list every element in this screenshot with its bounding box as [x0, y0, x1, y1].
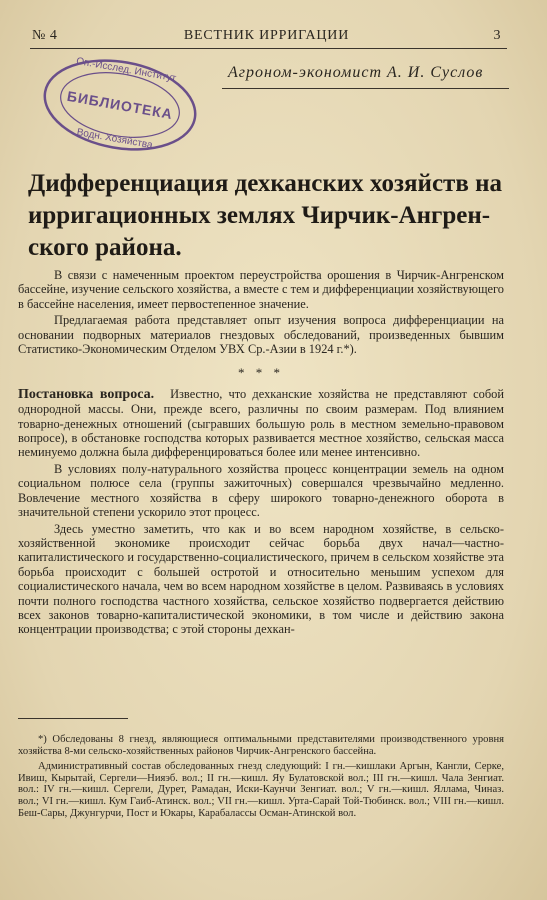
page-number: 3 — [493, 28, 501, 43]
title-line: ского района. — [28, 234, 182, 261]
section-heading: Постановка вопроса. — [18, 386, 155, 402]
paragraph-text: Известно, что дехканские хозяйства не представляют собой однородной массы. Они, прежде всего, различны по своим размерам. Под влиянием товарно-денежных отношений (сыгравших большую роль в местном земельно-правовом вопросе), в обстановке господства которых развивается местное хозяйство, сельская масса неминуемо должна была дифференцироваться более или менее интенсивно. — [18, 386, 504, 460]
svg-text:БИБЛИОТЕКА: БИБЛИОТЕКА — [65, 87, 175, 123]
svg-text:Водн. Хозяйства.: Водн. Хозяйства. — [75, 126, 157, 152]
paragraph: Здесь уместно заметить, что как и во всем народном хозяйстве, в сельско-хозяйственной экономике происходит сейчас борьба двух начал—частно-капиталистического и государственно-социалистического, причем в сельском хозяйстве эта борьба происходит с большей остротой и относительно меньшим успехом для социалистического начала, чем во всем народном хозяйстве в целом. Развиваясь в условиях почти полного господства частного хозяйства, сельское хозяйство подвергается действию всех законов товарно-капиталистической экономики, в том числе и действию закона концентрации производства; с этой стороны дехкан- — [18, 521, 504, 637]
header-rule — [30, 48, 507, 49]
title-line: Дифференциация дехканских хозяйств на — [28, 170, 502, 197]
issue-number: № 4 — [32, 28, 58, 43]
library-stamp — [33, 45, 207, 165]
paragraph: В условиях полу-натурального хозяйства процесс концентрации земель на одном социальном полюсе села (группы зажиточных) совершался чрезвычайно медленно. Вовлечение местного хозяйства в сферу широкого товарно-денежного оборота в значительной степени ускорило этот процесс. — [18, 461, 504, 520]
title-line: ирригационных землях Чирчик-Ангрен- — [28, 202, 491, 229]
author-rule — [222, 88, 509, 89]
author-line: Агроном-экономист А. И. Суслов — [228, 64, 484, 81]
section-divider: * * * — [238, 365, 284, 381]
running-header — [32, 26, 501, 46]
journal-title: ВЕСТНИК ИРРИГАЦИИ — [183, 28, 350, 43]
paragraph: Предлагаемая работа представляет опыт изучения вопроса дифференциации на основании подворных материалов гнездовых обследований, произведенных бывшим Статистико-Экономическим Отделом УВХ Ср.-Азии в 1924 г.*). — [18, 313, 504, 357]
paragraph: В связи с намеченным проектом переустройства орошения в Чирчик-Ангренском бассейне, изучение сельского хозяйства, а вместе с тем и дифференциации хозяйствующего в бассейне населения, имеет первостепенное значение. — [18, 268, 504, 311]
footnote: *) Обследованы 8 гнезд, являющиеся оптимальными представителями производственного уровня хозяйства 8-ми сельско-хозяйственных районов Чирчик-Ангренского бассейна. — [18, 734, 504, 757]
footnote-rule — [18, 718, 128, 719]
section-paragraph — [18, 387, 504, 460]
article-body — [18, 268, 504, 639]
stamp-icon — [33, 45, 207, 165]
article-title — [28, 168, 510, 264]
svg-text:Оп.-Исслед. Институт: Оп.-Исслед. Институт — [75, 55, 177, 85]
footnote: Административный состав обследованных гнезд следующий: I гн.—кишлаки Аргын, Кангли, Серке, Ивиш, Кырытай, Сергели—Нияэб. вол.; II гн.—кишл. Яу Булатовской вол.; III гн.—кишл. Чала Зенгиат. вол.: IV гн.—кишл. Сергели, Дурет, Рамадан, Иски-Каунчи Зенгиат. вол.; V гн.—кишл. Яллама, Чиназ. вол.; VI гн.—кишл. Кум Гаиб-Атинск. вол.; VII гн.—кишл. Урта-Сарай Той-Тюбинск. вол.; VIII гн.—кишл. Беш-Сары, Джунгурчи, Пост и Юкары, Карабалассы Осман-Атинской вол. — [18, 761, 504, 819]
footnotes — [18, 734, 504, 823]
